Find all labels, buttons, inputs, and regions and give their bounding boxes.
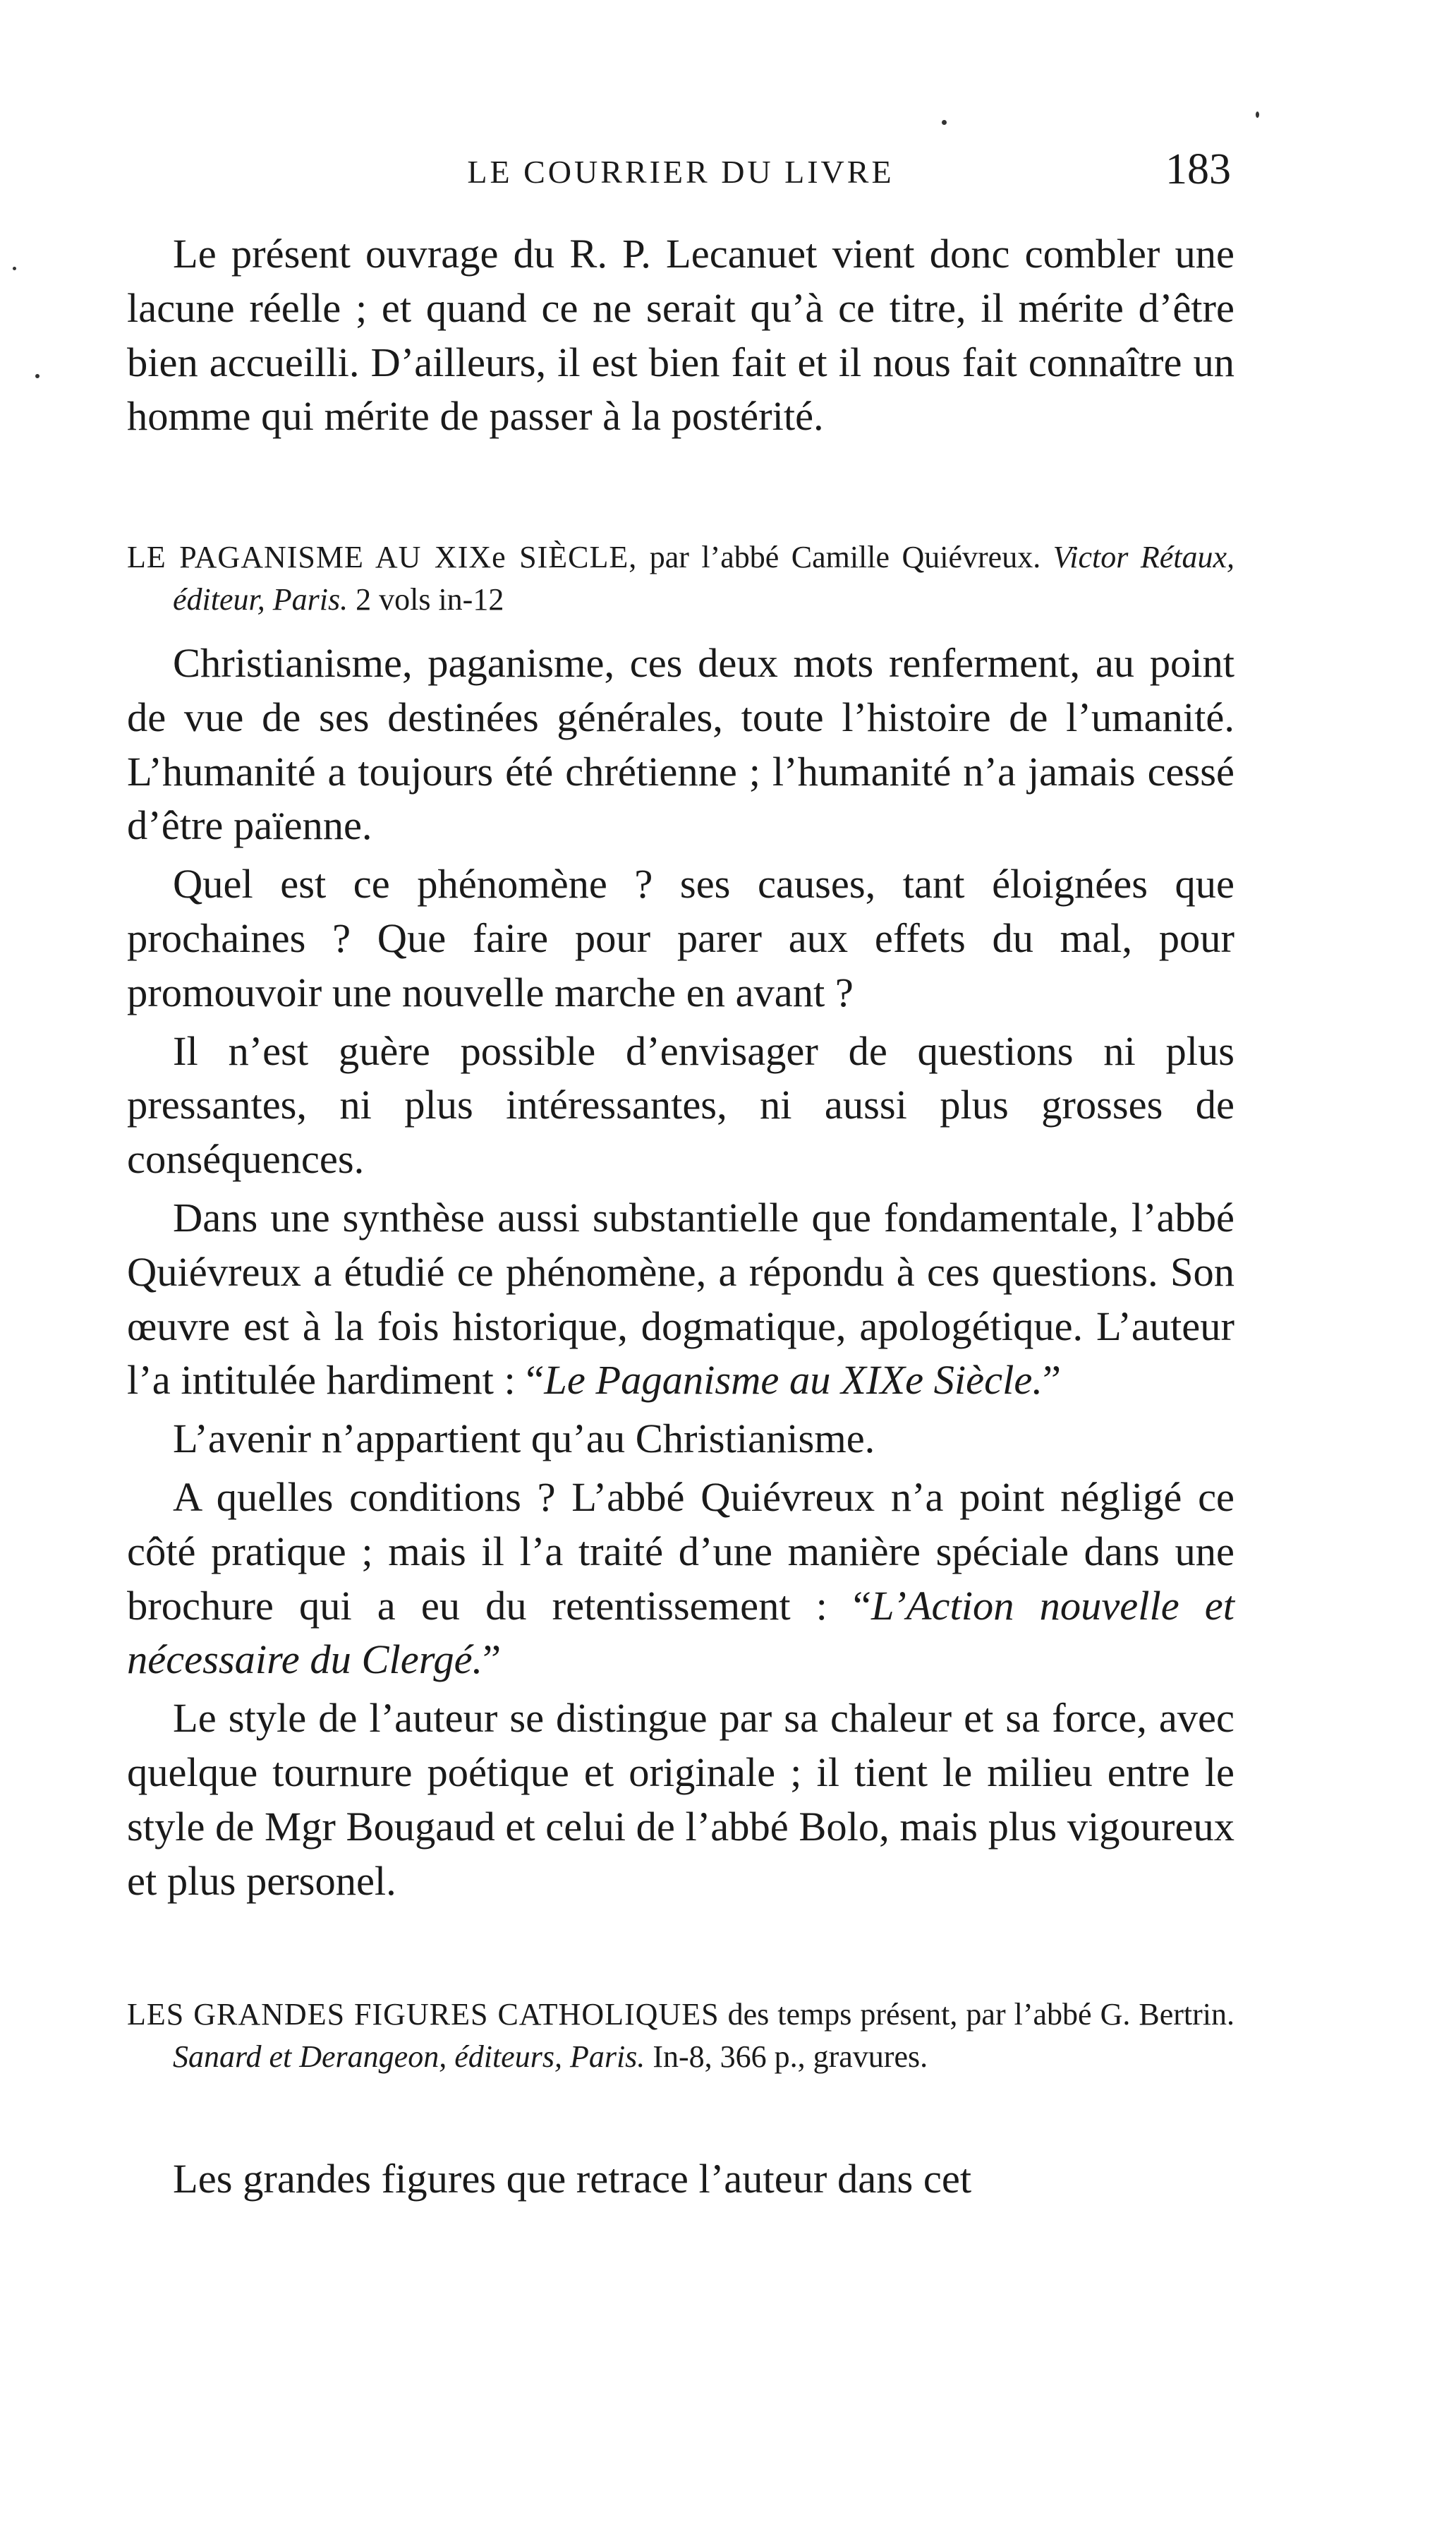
review-body-grandes-figures <box>127 2152 1234 2207</box>
review-author: par l’abbé Camille Quiévreux. <box>649 540 1041 574</box>
review-heading <box>127 536 1234 621</box>
running-head <box>131 145 1231 194</box>
paragraph: Christianisme, paganisme, ces deux mots renferment, au point de vue de ses destinées générales, toute l’histoire de l’umanité. L’humanité a toujours été chrétienne ; l’humanité n’a jamais cessé d’être païenne. <box>127 640 1234 849</box>
review-format: 2 vols in-12 <box>356 582 504 617</box>
review-entry-grandes-figures <box>127 1993 1234 2078</box>
review-title: LES GRANDES FIGURES CATHOLIQUES <box>127 1997 720 2032</box>
quote-mark: “ <box>526 1357 545 1404</box>
review-body-paganisme <box>127 636 1234 1908</box>
opening-section <box>127 227 1234 444</box>
quoted-title: Le Paganisme au XIXe Siècle. <box>544 1357 1043 1404</box>
paragraph-text: Dans une synthèse aussi substantielle que fondamentale, l’abbé Quiévreux a étudié ce phénomène, a répondu à ces questions. Son œuvre est à la fois historique, dogmatique, apologétique. L’auteur l’a intitulée hardiment : <box>127 1194 1234 1404</box>
print-speck <box>1256 111 1259 118</box>
print-speck <box>35 374 40 378</box>
page-number: 183 <box>1165 145 1231 193</box>
review-entry-paganisme <box>127 536 1234 621</box>
review-publisher: Victor Rétaux, éditeur, Paris. <box>173 540 1235 617</box>
paragraph <box>127 1471 1234 1687</box>
review-author: des temps présent, par l’abbé G. Bertrin. <box>727 1997 1234 2032</box>
print-speck <box>942 120 947 125</box>
running-title: LE COURRIER DU LIVRE <box>467 154 894 190</box>
review-heading <box>127 1993 1234 2078</box>
paragraph: Les grandes figures que retrace l’auteur dans cet <box>173 2156 972 2202</box>
quoted-title: L’Action nouvelle et nécessaire du Clergé. <box>127 1582 1235 1683</box>
paragraph: Le style de l’auteur se distingue par sa chaleur et sa force, avec quelque tournure poétique et originale ; il tient le milieu entre le style de Mgr Bougaud et celui de l’abbé Bolo, mais plus vigoureux et plus personel. <box>127 1695 1234 1904</box>
paragraph <box>127 1191 1234 1408</box>
quote-mark: “ <box>852 1582 871 1629</box>
opening-paragraph: Le présent ouvrage du R. P. Lecanuet vient donc combler une lacune réelle ; et quand ce ne serait qu’à ce titre, il mérite d’être bien accueilli. D’ailleurs, il est bien fait et il nous fait connaître un homme qui mérite de passer à la postérité. <box>127 231 1234 440</box>
quote-mark: ” <box>483 1636 502 1683</box>
paragraph: Il n’est guère possible d’envisager de questions ni plus pressantes, ni plus intéressantes, ni aussi plus grosses de conséquences. <box>127 1027 1234 1183</box>
paragraph: Quel est ce phénomène ? ses causes, tant éloignées que prochaines ? Que faire pour parer aux effets du mal, pour promouvoir une nouvelle marche en avant ? <box>127 861 1234 1015</box>
print-speck <box>13 267 16 270</box>
paragraph-text: A quelles conditions ? L’abbé Quiévreux n’a point négligé ce côté pratique ; mais il l’a traité d’une manière spéciale dans une brochure qui a eu du retentissement : <box>127 1473 1234 1629</box>
review-title: LE PAGANISME AU XIXe SIÈCLE, <box>127 540 638 574</box>
paragraph: L’avenir n’appartient qu’au Christianisme. <box>173 1416 875 1462</box>
review-publisher: Sanard et Derangeon, éditeurs, Paris. <box>173 2039 645 2074</box>
review-format: In-8, 366 p., gravures. <box>653 2039 928 2074</box>
quote-mark: ” <box>1042 1357 1061 1404</box>
